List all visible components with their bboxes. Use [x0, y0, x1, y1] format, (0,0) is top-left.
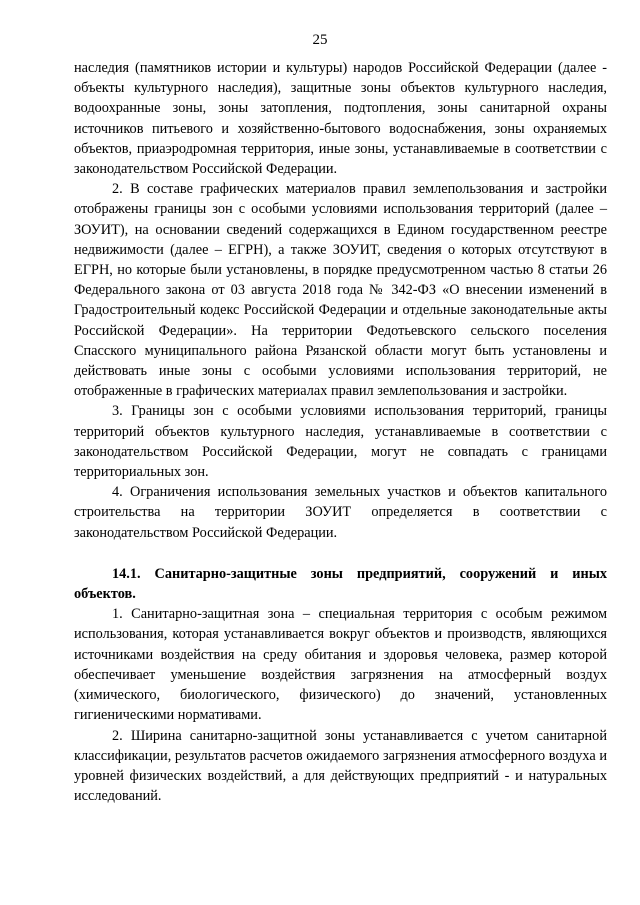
paragraph-4: 4. Ограничения использования земельных участков и объектов капитального строительства на территории ЗОУИТ определяется в соответствии с законодательством Российской Федерации.	[74, 484, 607, 541]
paragraph-2: 2. В составе графических материалов правил землепользования и застройки отображены границы зон с особыми условиями использования территорий (далее – ЗОУИТ), на основании сведений содержащихся в Едином государственном реестре недвижимости (далее – ЕГРН), а также ЗОУИТ, сведения о которых отсутствуют в ЕГРН, но которые были установлены, в порядке предусмотренном частью 8 статьи 26 Федерального закона от 03 августа 2018 года № 342-ФЗ «О внесении изменений в Градостроительный кодекс Российской Федерации и отдельные законодательные акты Российской Федерации». На территории Федотьевского сельского поселения Спасского муниципального района Рязанской области могут быть установлены и действовать иные зоны с особыми условиями использования территорий, не отображенные в графических материалах правил землепользования и застройки.	[74, 181, 607, 400]
paragraph-3: 3. Границы зон с особыми условиями использования территорий, границы территорий объектов культурного наследия, устанавливаемые в соответствии с законодательством Российской Федерации, могут не совпадать с границами территориальных зон.	[74, 403, 607, 481]
paragraph-continuation: наследия (памятников истории и культуры) народов Российской Федерации (далее - объекты культурного наследия), защитные зоны объектов культурного наследия, водоохранные зоны, зоны затопления, подтопления, зоны санитарной охраны источников питьевого и хозяйственно-бытового водоснабжения, зоны охраняемых объектов, приаэродромная территория, иные зоны, устанавливаемые в соответствии с законодательством Российской Федерации.	[74, 60, 607, 178]
section-paragraph-2: 2. Ширина санитарно-защитной зоны устанавливается с учетом санитарной классификации, результатов расчетов ожидаемого загрязнения атмосферного воздуха и уровней физических воздействий, а для действующих предприятий - и натуральных исследований.	[74, 727, 607, 805]
page-number: 25	[312, 32, 328, 48]
section-heading: 14.1. Санитарно-защитные зоны предприятий, сооружений и иных объектов.	[74, 565, 607, 603]
section-paragraph-1: 1. Санитарно-защитная зона – специальная территория с особым режимом использования, которая устанавливается вокруг объектов и производств, являющихся источниками воздействия на среду обитания и здоровья человека, размер которой обеспечивает уменьшение воздействия загрязнения на атмосферный воздух (химического, биологического, физического) до значений, установленных гигиеническими нормативами.	[74, 606, 607, 724]
page-body	[74, 58, 607, 806]
section-spacer	[74, 543, 607, 564]
